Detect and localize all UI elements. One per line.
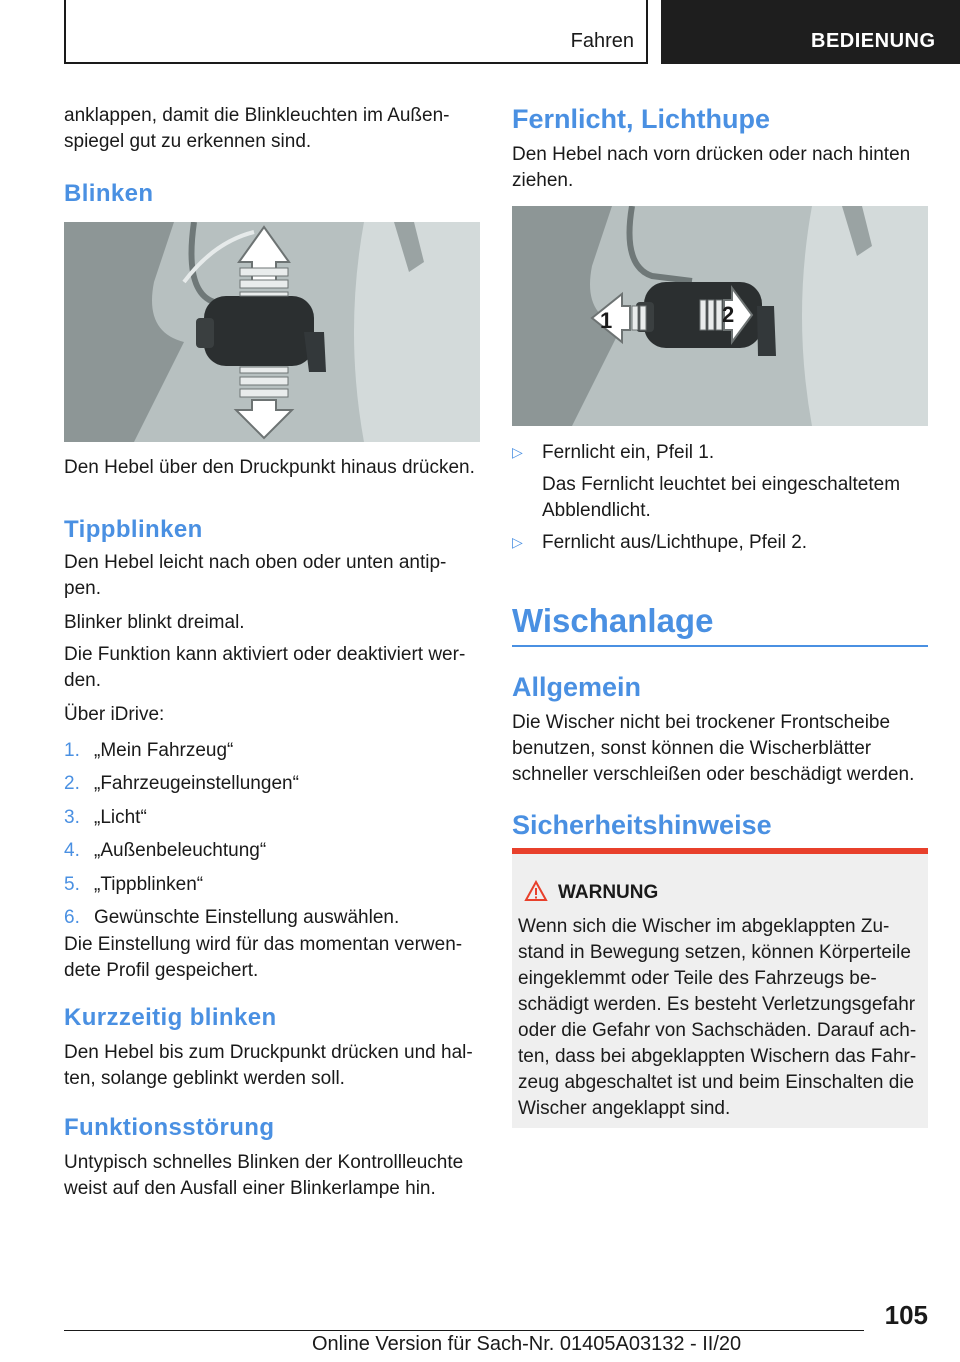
- warning-line: stand in Bewegung setzen, können Körperteile: [518, 942, 911, 963]
- blinker-lever-photo: [64, 222, 480, 442]
- stoer-para-a: Untypisch schnelles Blinken der Kontrollleuchte: [64, 1152, 464, 1173]
- warning-line: schädigt werden. Es besteht Verletzungsgefahr: [518, 994, 916, 1015]
- bullet-marker-icon: ▷: [512, 444, 523, 460]
- blinker-lever-illustration: [64, 222, 480, 442]
- wischanlage-heading: Wischanlage: [512, 602, 714, 639]
- footer-rule: [64, 1330, 864, 1331]
- page-number: 105: [884, 1300, 928, 1330]
- fern-para-b: ziehen.: [512, 170, 574, 191]
- list-item: [64, 838, 399, 871]
- warning-triangle-icon: [524, 880, 548, 902]
- bullet-text: Fernlicht aus/Lichthupe, Pfeil 2.: [542, 532, 808, 553]
- list-item: [64, 738, 399, 771]
- blinken-caption: Den Hebel über den Druckpunkt hinaus drücken.: [64, 457, 475, 478]
- bullet-marker-icon: ▷: [512, 534, 523, 550]
- step-number: 5.: [64, 873, 80, 895]
- list-item: [64, 872, 399, 905]
- fernlicht-lever-illustration: [512, 206, 928, 426]
- bullet-item-1: [512, 440, 928, 466]
- tipp-para-5b: dete Profil gespeichert.: [64, 960, 259, 981]
- step-text: „Fahrzeugeinstellungen“: [94, 773, 299, 795]
- kurzzeitig-heading: Kurzzeitig blinken: [64, 1004, 277, 1031]
- allg-para-b: benutzen, sonst können die Wischerblätter: [512, 738, 872, 759]
- intro-text-1: anklappen, damit die Blinkleuchten im Außen‐: [64, 105, 450, 126]
- bullet-item-2: [512, 530, 928, 556]
- warning-line: eingeklemmt oder Teile des Fahrzeugs be‐: [518, 968, 877, 989]
- arrow-1-label: 1: [600, 308, 613, 333]
- bullet-1-sub-a: Das Fernlicht leuchtet bei eingeschaltetem: [542, 474, 901, 495]
- step-text: „Licht“: [94, 806, 147, 828]
- warning-line: Wenn sich die Wischer im abgeklappten Zu‐: [518, 916, 890, 937]
- fernlicht-heading: Fernlicht, Lichthupe: [512, 104, 771, 134]
- tipp-para-1b: pen.: [64, 578, 101, 599]
- allg-para-a: Die Wischer nicht bei trockener Frontscheibe: [512, 712, 891, 733]
- warning-line: zeug abgeschaltet ist und beim Einschalten die: [518, 1072, 915, 1093]
- online-version-link[interactable]: Online Version für Sach-Nr. 01405A03132 - II/20: [312, 1333, 742, 1355]
- step-number: 1.: [64, 740, 80, 761]
- step-text: „Außenbeleuchtung“: [94, 840, 267, 862]
- tipp-para-5a: Die Einstellung wird für das momentan verwen‐: [64, 934, 463, 955]
- bullet-text: Fernlicht ein, Pfeil 1.: [542, 442, 715, 463]
- warning-line: ten, dass bei abgeklappten Wischern das Fahr‐: [518, 1046, 917, 1067]
- tipp-para-3a: Die Funktion kann aktiviert oder deaktiviert wer‐: [64, 644, 466, 665]
- heading-rule: [512, 645, 928, 647]
- bullet-1-sub-b: Abblendlicht.: [542, 500, 651, 521]
- warning-title: WARNUNG: [558, 882, 659, 903]
- step-number: 3.: [64, 806, 80, 828]
- step-number: 6.: [64, 906, 80, 928]
- allgemein-heading: Allgemein: [512, 672, 642, 702]
- step-number: 2.: [64, 773, 80, 795]
- stoerung-heading: Funktionsstörung: [64, 1114, 275, 1141]
- chapter-tab: BEDIENUNG: [661, 0, 960, 64]
- tippblinken-heading: Tippblinken: [64, 516, 203, 543]
- sicherheitshinweise-heading: Sicherheitshinweise: [512, 810, 772, 840]
- list-item: [64, 771, 399, 804]
- blinken-heading: Blinken: [64, 180, 154, 207]
- stoer-para-b: weist auf den Ausfall einer Blinkerlampe hin.: [64, 1178, 436, 1199]
- fern-para-a: Den Hebel nach vorn drücken oder nach hinten: [512, 144, 911, 165]
- tipp-para-1a: Den Hebel leicht nach oben oder unten antip‐: [64, 552, 447, 573]
- step-number: 4.: [64, 840, 80, 862]
- allg-para-c: schneller verschleißen oder beschädigt werden.: [512, 764, 915, 785]
- tipp-para-3b: den.: [64, 670, 101, 691]
- fernlicht-lever-photo: [512, 206, 928, 426]
- kurz-para-a: Den Hebel bis zum Druckpunkt drücken und hal‐: [64, 1042, 473, 1063]
- warning-line: oder die Gefahr von Sachschäden. Darauf ach‐: [518, 1020, 917, 1041]
- step-text: „Tippblinken“: [94, 873, 204, 895]
- tipp-para-4: Über iDrive:: [64, 704, 165, 725]
- section-title: Fahren: [570, 30, 634, 52]
- intro-text-2: spiegel gut zu erkennen sind.: [64, 131, 312, 152]
- tipp-para-2: Blinker blinkt dreimal.: [64, 612, 245, 633]
- warning-line: Wischer angeklappt sind.: [518, 1098, 731, 1119]
- list-item: [64, 805, 399, 838]
- arrow-2-label: 2: [722, 302, 735, 327]
- step-text: Gewünschte Einstellung auswählen.: [94, 906, 400, 928]
- idrive-steps-list: [64, 738, 399, 938]
- header-frame: [64, 0, 648, 64]
- warning-box: [512, 848, 928, 1128]
- step-text: „Mein Fahrzeug“: [94, 740, 234, 761]
- kurz-para-b: ten, solange geblinkt werden soll.: [64, 1068, 345, 1089]
